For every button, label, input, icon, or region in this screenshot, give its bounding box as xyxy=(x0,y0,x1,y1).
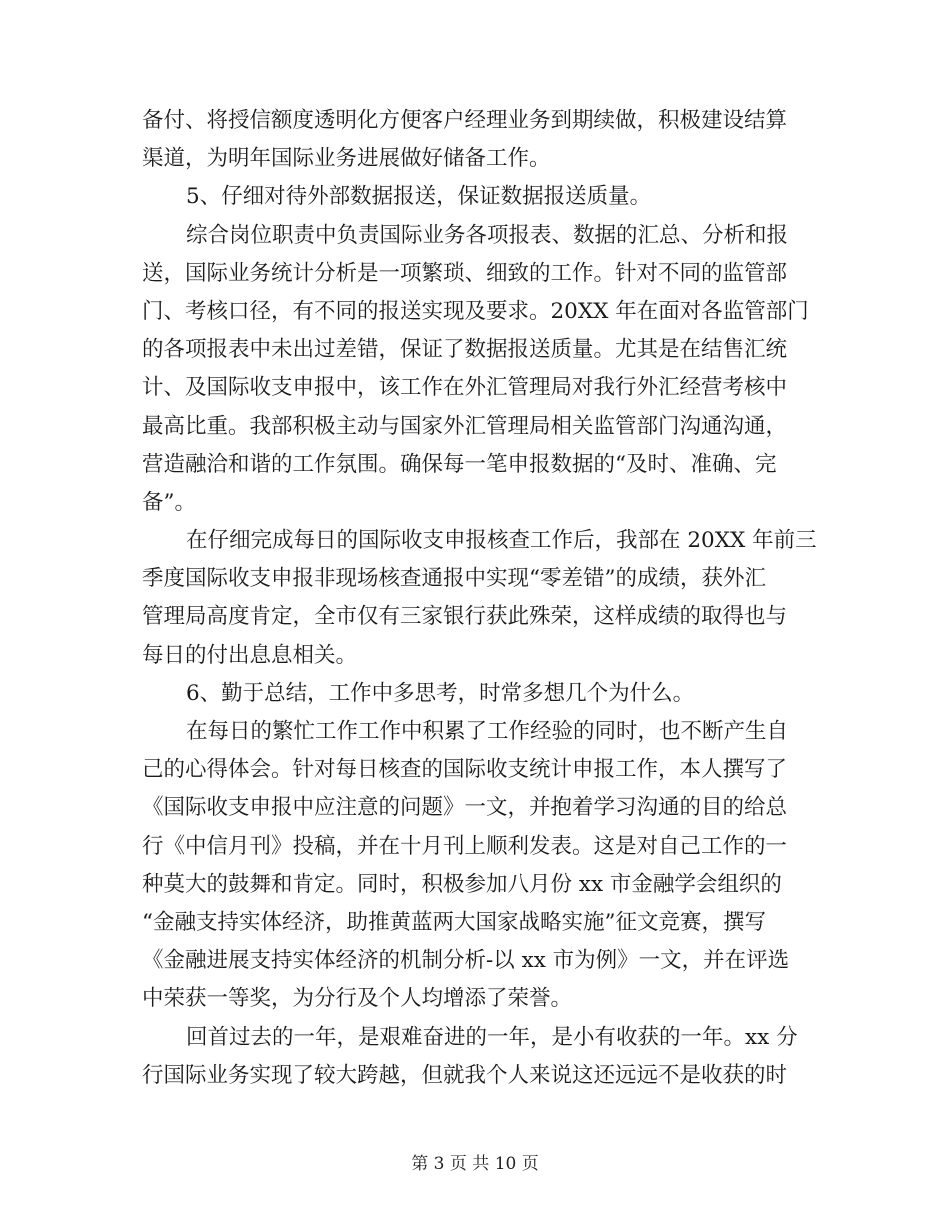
text-line: 计、及国际收支申报中，该工作在外汇管理局对我行外汇经营考核中 xyxy=(142,375,788,401)
text-line: 《国际收支申报中应注意的问题》一文，并抱着学习沟通的目的给总 xyxy=(142,795,788,821)
text-line: 己的心得体会。针对每日核查的国际收支统计申报工作，本人撰写了 xyxy=(142,757,788,783)
text-line: 5、仔细对待外部数据报送，保证数据报送质量。 xyxy=(186,184,652,210)
text-line: 最高比重。我部积极主动与国家外汇管理局相关监管部门沟通沟通， xyxy=(142,413,788,439)
text-line: “金融支持实体经济，助推黄蓝两大国家战略实施”征文竞赛，撰写 xyxy=(142,909,766,935)
text-line: 综合岗位职责中负责国际业务各项报表、数据的汇总、分析和报 xyxy=(186,222,789,248)
text-line: 渠道，为明年国际业务进展做好储备工作。 xyxy=(142,146,551,172)
text-line: 送，国际业务统计分析是一项繁琐、细致的工作。针对不同的监管部 xyxy=(142,260,788,286)
text-line: 管理局高度肯定，全市仅有三家银行获此殊荣，这样成绩的取得也与 xyxy=(142,604,788,630)
text-line: 种莫大的鼓舞和肯定。同时，积极参加八月份 xx 市金融学会组织的 xyxy=(142,871,782,897)
text-line: 6、勤于总结，工作中多思考，时常多想几个为什么。 xyxy=(186,680,695,706)
text-line: 在仔细完成每日的国际收支申报核查工作后，我部在 20XX 年前三 xyxy=(186,528,817,554)
text-line: 的各项报表中未出过差错，保证了数据报送质量。尤其是在结售汇统 xyxy=(142,337,788,363)
text-line: 每日的付出息息相关。 xyxy=(142,642,358,668)
text-line: 行《中信月刊》投稿，并在十月刊上顺利发表。这是对自己工作的一 xyxy=(142,833,788,859)
page-footer: 第 3 页 共 10 页 xyxy=(411,1154,539,1174)
text-line: 中荣获一等奖，为分行及个人均增添了荣誉。 xyxy=(142,986,573,1012)
text-line: 营造融洽和谐的工作氛围。确保每一笔申报数据的“及时、准确、完 xyxy=(142,451,777,477)
text-line: 季度国际收支申报非现场核查通报中实现“零差错”的成绩，获外汇 xyxy=(142,566,766,592)
text-line: 在每日的繁忙工作工作中积累了工作经验的同时，也不断产生自 xyxy=(186,719,789,744)
text-line: 门、考核口径，有不同的报送实现及要求。20XX 年在面对各监管部门 xyxy=(142,298,809,324)
text-line: 备付、将授信额度透明化方便客户经理业务到期续做，积极建设结算 xyxy=(142,108,788,133)
text-line: 《金融进展支持实体经济的机制分析-以 xx 市为例》一文，并在评选 xyxy=(142,948,790,974)
text-line: 备”。 xyxy=(142,489,196,515)
document-body xyxy=(142,102,817,1095)
text-line: 回首过去的一年，是艰难奋进的一年，是小有收获的一年。xx 分 xyxy=(186,1024,798,1050)
text-line: 行国际业务实现了较大跨越，但就我个人来说这还远远不是收获的时 xyxy=(142,1062,788,1088)
